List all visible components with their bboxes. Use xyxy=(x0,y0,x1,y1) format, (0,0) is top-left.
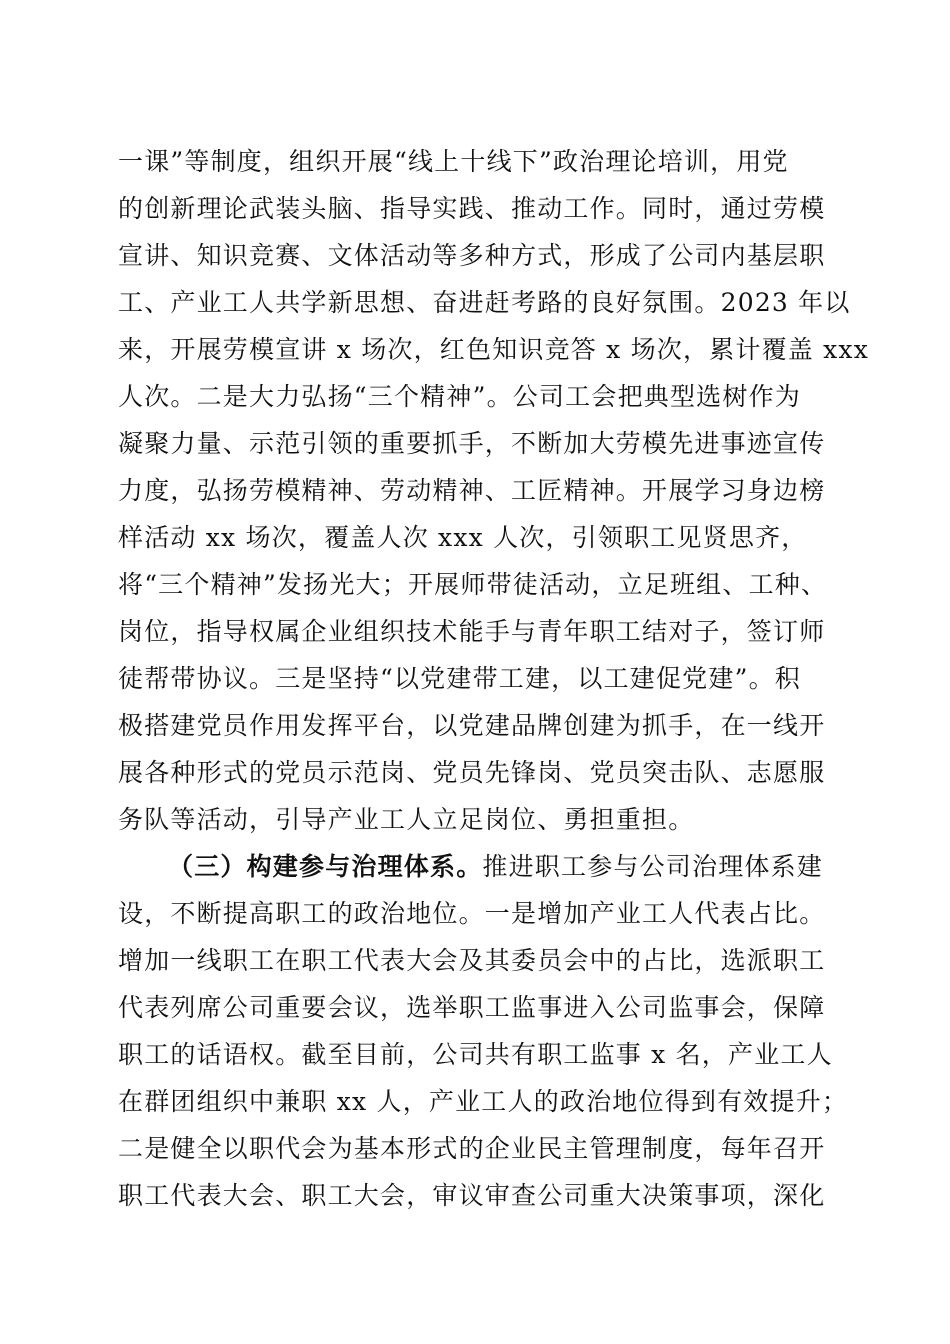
text-line: 的创新理论武装头脑、指导实践、推动工作。同时，通过劳模 xyxy=(118,194,826,223)
section-heading-rest: 推进职工参与公司治理体系建 xyxy=(482,852,824,881)
text-line: 极搭建党员作用发挥平台，以党建品牌创建为抓手，在一线开 xyxy=(118,711,826,740)
text-line: 宣讲、知识竞赛、文体活动等多种方式，形成了公司内基层职 xyxy=(118,241,826,270)
text-line: 务队等活动，引导产业工人立足岗位、勇担重担。 xyxy=(118,805,695,834)
text-line: 力度，弘扬劳模精神、劳动精神、工匠精神。开展学习身边榜 xyxy=(118,476,826,505)
text-line: 在群团组织中兼职 xx 人，产业工人的政治地位得到有效提升； xyxy=(118,1087,849,1116)
text-line: 将“三个精神”发扬光大；开展师带徒活动，立足班组、工种、 xyxy=(118,570,828,599)
text-line: 岗位，指导权属企业组织技术能手与青年职工结对子，签订师 xyxy=(118,617,826,646)
text-line: 增加一线职工在职工代表大会及其委员会中的占比，选派职工 xyxy=(118,946,826,975)
text-line: 代表列席公司重要会议，选举职工监事进入公司监事会，保障 xyxy=(118,993,826,1022)
section-heading-line xyxy=(168,849,838,885)
text-line: 展各种形式的党员示范岗、党员先锋岗、党员突击队、志愿服 xyxy=(118,758,826,787)
text-line: 二是健全以职代会为基本形式的企业民主管理制度，每年召开 xyxy=(118,1134,826,1163)
text-line: 样活动 xx 场次，覆盖人次 xxx 人次，引领职工见贤思齐， xyxy=(118,523,808,552)
text-line: 职工的话语权。截至目前，公司共有职工监事 x 名，产业工人 xyxy=(118,1040,833,1069)
section-heading: （三）构建参与治理体系。 xyxy=(168,852,483,881)
text-line: 凝聚力量、示范引领的重要抓手，不断加大劳模先进事迹宣传 xyxy=(118,429,826,458)
text-line: 设，不断提高职工的政治地位。一是增加产业工人代表占比。 xyxy=(118,899,826,928)
text-line: 工、产业工人共学新思想、奋进赶考路的良好氛围。2023 年以 xyxy=(118,288,851,317)
text-line: 人次。二是大力弘扬“三个精神”。公司工会把典型选树作为 xyxy=(118,382,801,411)
text-line: 徒帮带协议。三是坚持“以党建带工建，以工建促党建”。积 xyxy=(118,664,801,693)
text-line: 来，开展劳模宣讲 x 场次，红色知识竞答 x 场次，累计覆盖 xxx xyxy=(118,335,870,364)
text-line: 一课”等制度，组织开展“线上十线下”政治理论培训，用党 xyxy=(118,147,789,176)
text-line: 职工代表大会、职工大会，审议审查公司重大决策事项，深化 xyxy=(118,1181,826,1210)
